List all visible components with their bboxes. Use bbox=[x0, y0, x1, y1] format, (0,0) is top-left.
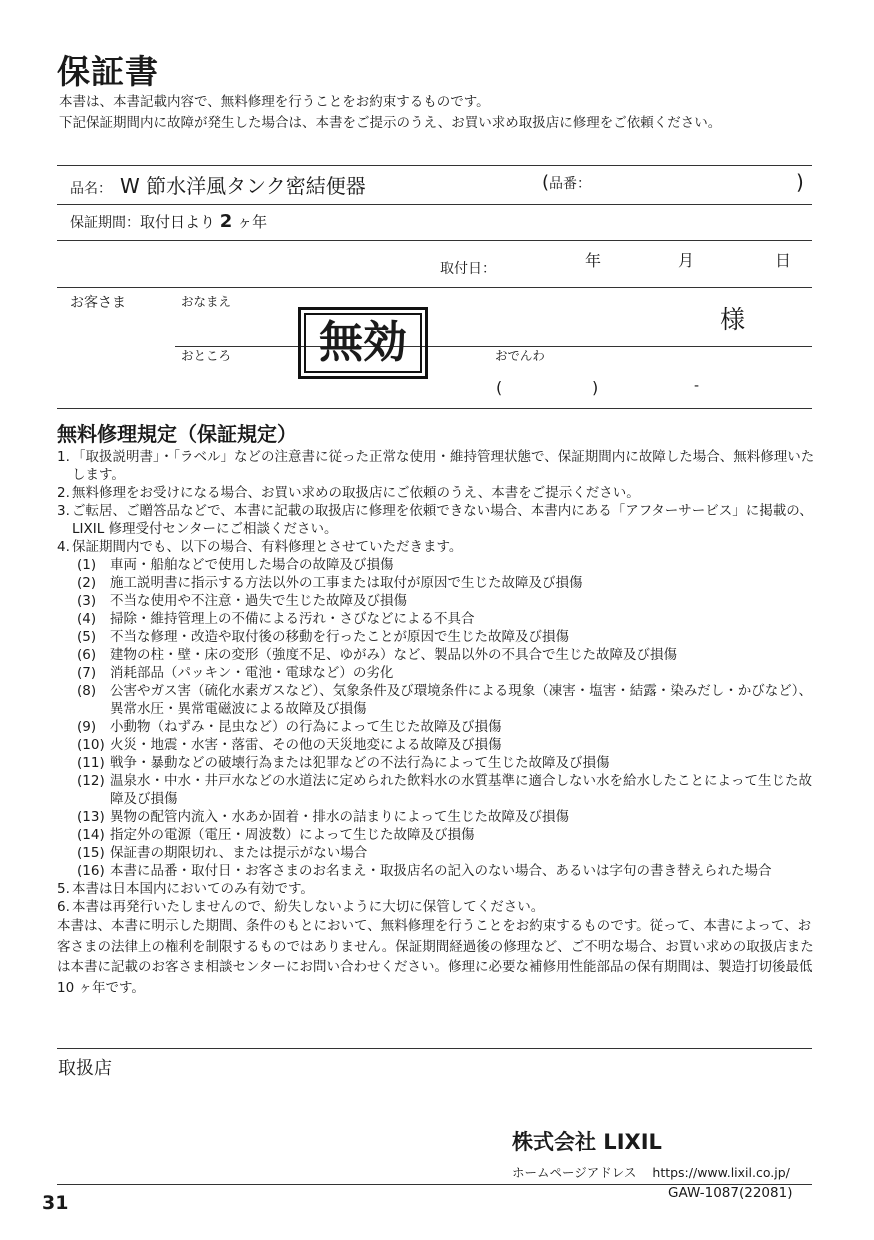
item-number: (10) bbox=[77, 737, 105, 753]
divider bbox=[57, 240, 812, 241]
company-name: 株式会社 LIXIL bbox=[512, 1130, 662, 1154]
item-text: 掃除・維持管理上の不備による汚れ・さびなどによる不具合 bbox=[110, 611, 475, 627]
inner-divider bbox=[175, 346, 812, 347]
item-text: 保証期間内でも、以下の場合、有料修理とさせていただきます。 bbox=[72, 539, 463, 555]
homepage bbox=[512, 1163, 790, 1181]
rule-item bbox=[57, 484, 817, 502]
rule-sub-item bbox=[57, 628, 817, 646]
item-text: 指定外の電源（電圧・周波数）によって生じた故障及び損傷 bbox=[110, 827, 475, 843]
rule-sub-item bbox=[57, 844, 817, 862]
period-label: 保証期間： bbox=[70, 215, 140, 231]
item-number: 5. bbox=[57, 881, 70, 897]
item-number: 4. bbox=[57, 539, 70, 555]
paren-open: ( bbox=[542, 172, 550, 193]
item-text: 建物の柱・壁・床の変形（強度不足、ゆがみ）など、製品以外の不具合で生じた故障及び損傷 bbox=[110, 647, 677, 663]
rule-sub-item bbox=[57, 592, 817, 610]
item-text: 本書は再発行いたしませんので、紛失しないように大切に保管してください。 bbox=[72, 899, 545, 915]
item-text: 不当な使用や不注意・過失で生じた故障及び損傷 bbox=[110, 593, 407, 609]
divider bbox=[57, 287, 812, 288]
item-number: (12) bbox=[77, 773, 105, 789]
item-text: 公害やガス害（硫化水素ガスなど）、気象条件及び環境条件による現象（凍害・塩害・結露・染みだし・かびなど）、異常水圧・異常電磁波による故障及び損傷 bbox=[110, 683, 812, 717]
intro-text bbox=[59, 92, 819, 134]
item-number: (16) bbox=[77, 863, 105, 879]
rules-list bbox=[57, 448, 817, 998]
closing-text: 本書は、本書に明示した期間、条件のもとにおいて、無料修理を行うことをお約束するものです。従って、本書によって、お客さまの法律上の権利を制限するものではありません。保証期間経過後の修理など、ご不明な場合、お買い求めの取扱店または本書に記載のお客さま相談センターにお問い合わせください。修理に必要な補修用性能部品の保有期間は、製造打切後最低 10 ヶ年です。 bbox=[57, 918, 814, 996]
honorific: 様 bbox=[720, 305, 746, 334]
rule-sub-item bbox=[57, 610, 817, 628]
install-day-field[interactable]: 日 bbox=[775, 251, 792, 270]
item-text: 本書は日本国内においてのみ有効です。 bbox=[72, 881, 314, 897]
item-number: (15) bbox=[77, 845, 105, 861]
item-number: (9) bbox=[77, 719, 97, 735]
product-code-field[interactable] bbox=[542, 172, 591, 193]
item-text: 「取扱説明書」・「ラベル」などの注意書に従った正常な使用・維持管理状態で、保証期間内に故障した場合、無料修理いたします。 bbox=[72, 449, 815, 483]
item-text: ご転居、ご贈答品などで、本書に記載の取扱店に修理を依頼できない場合、本書内にある「アフターサービス」に掲載の、LIXIL 修理受付センターにご相談ください。 bbox=[72, 503, 813, 537]
item-number: (1) bbox=[77, 557, 97, 573]
item-text: 火災・地震・水害・落雷、その他の天災地変による故障及び損傷 bbox=[110, 737, 502, 753]
intro-line-1: 本書は、本書記載内容で、無料修理を行うことをお約束するものです。 bbox=[59, 94, 490, 110]
item-number: (14) bbox=[77, 827, 105, 843]
warranty-period bbox=[70, 211, 267, 232]
rule-item bbox=[57, 502, 817, 538]
page-title: 保証書 bbox=[57, 52, 159, 91]
intro-line-2: 下記保証期間内に故障が発生した場合は、本書をご提示のうえ、お買い求め取扱店に修理をご依頼ください。 bbox=[59, 115, 722, 131]
document-code: GAW-1087(22081) bbox=[668, 1185, 793, 1201]
phone-paren-close: ) bbox=[592, 378, 599, 397]
period-years: 2 bbox=[219, 211, 233, 232]
product-code-label: 品番： bbox=[549, 176, 592, 192]
divider bbox=[57, 204, 812, 205]
dealer-label: 取扱店 bbox=[58, 1058, 112, 1079]
item-number: (3) bbox=[77, 593, 97, 609]
rule-sub-item bbox=[57, 736, 817, 754]
item-number: (11) bbox=[77, 755, 105, 771]
rules-heading: 無料修理規定（保証規定） bbox=[57, 422, 297, 446]
item-number: (8) bbox=[77, 683, 97, 699]
item-text: 温泉水・中水・井戸水などの水道法に定められた飲料水の水質基準に適合しない水を給水したことによって生じた故障及び損傷 bbox=[110, 773, 812, 807]
rule-sub-item bbox=[57, 682, 817, 718]
homepage-link[interactable]: https://www.lixil.co.jp/ bbox=[652, 1165, 790, 1180]
item-number: (4) bbox=[77, 611, 97, 627]
void-stamp-text: 無効 bbox=[304, 313, 422, 373]
rule-item bbox=[57, 898, 817, 916]
item-number: (5) bbox=[77, 629, 97, 645]
rule-sub-item bbox=[57, 664, 817, 682]
name-label: おなまえ bbox=[181, 294, 232, 309]
rule-sub-item bbox=[57, 862, 817, 880]
item-number: 2. bbox=[57, 485, 70, 501]
divider bbox=[57, 165, 812, 166]
customer-label: お客さま bbox=[70, 295, 126, 311]
item-text: 異物の配管内流入・水あか固着・排水の詰まりによって生じた故障及び損傷 bbox=[110, 809, 569, 825]
item-number: (13) bbox=[77, 809, 105, 825]
item-number: 3. bbox=[57, 503, 70, 519]
period-prefix: 取付日より bbox=[140, 213, 220, 231]
item-number: 1. bbox=[57, 449, 70, 465]
period-suffix: ヶ年 bbox=[232, 213, 268, 231]
item-text: 本書に品番・取付日・お客さまのお名まえ・取扱店名の記入のない場合、あるいは字句の書き替えられた場合 bbox=[110, 863, 772, 879]
rule-sub-item bbox=[57, 574, 817, 592]
product-label: 品名： bbox=[70, 181, 112, 197]
item-number: (7) bbox=[77, 665, 97, 681]
item-text: 施工説明書に指示する方法以外の工事または取付が原因で生じた故障及び損傷 bbox=[110, 575, 583, 591]
page-number: 31 bbox=[42, 1192, 69, 1214]
rule-sub-item bbox=[57, 646, 817, 664]
item-number: 6. bbox=[57, 899, 70, 915]
phone-paren-open: ( bbox=[496, 378, 503, 397]
rule-sub-item bbox=[57, 826, 817, 844]
address-label: おところ bbox=[181, 348, 232, 363]
rule-sub-item bbox=[57, 808, 817, 826]
item-text: 戦争・暴動などの破壊行為または犯罪などの不法行為によって生じた故障及び損傷 bbox=[110, 755, 610, 771]
rule-sub-item bbox=[57, 556, 817, 574]
install-date-label: 取付日： bbox=[440, 261, 496, 277]
rule-item bbox=[57, 448, 817, 484]
item-text: 保証書の期限切れ、または提示がない場合 bbox=[110, 845, 368, 861]
rule-item bbox=[57, 538, 817, 556]
item-number: (6) bbox=[77, 647, 97, 663]
rule-item bbox=[57, 880, 817, 898]
homepage-label: ホームページアドレス bbox=[512, 1165, 637, 1180]
divider bbox=[57, 408, 812, 409]
install-month-field[interactable]: 月 bbox=[678, 251, 695, 270]
void-stamp bbox=[298, 307, 428, 379]
item-text: 車両・船舶などで使用した場合の故障及び損傷 bbox=[110, 557, 394, 573]
paren-close: ) bbox=[796, 170, 804, 194]
item-text: 不当な修理・改造や取付後の移動を行ったことが原因で生じた故障及び損傷 bbox=[110, 629, 569, 645]
install-year-field[interactable]: 年 bbox=[585, 251, 602, 270]
phone-dash: - bbox=[694, 378, 700, 394]
divider bbox=[57, 1048, 812, 1049]
item-text: 小動物（ねずみ・昆虫など）の行為によって生じた故障及び損傷 bbox=[110, 719, 502, 735]
product-name: W 節水洋風タンク密結便器 bbox=[120, 174, 366, 198]
phone-label: おでんわ bbox=[495, 348, 545, 363]
item-text: 消耗部品（パッキン・電池・電球など）の劣化 bbox=[110, 665, 394, 681]
rule-sub-item bbox=[57, 772, 817, 808]
rule-sub-item bbox=[57, 718, 817, 736]
item-number: (2) bbox=[77, 575, 97, 591]
rule-sub-item bbox=[57, 754, 817, 772]
item-text: 無料修理をお受けになる場合、お買い求めの取扱店にご依頼のうえ、本書をご提示ください。 bbox=[72, 485, 640, 501]
